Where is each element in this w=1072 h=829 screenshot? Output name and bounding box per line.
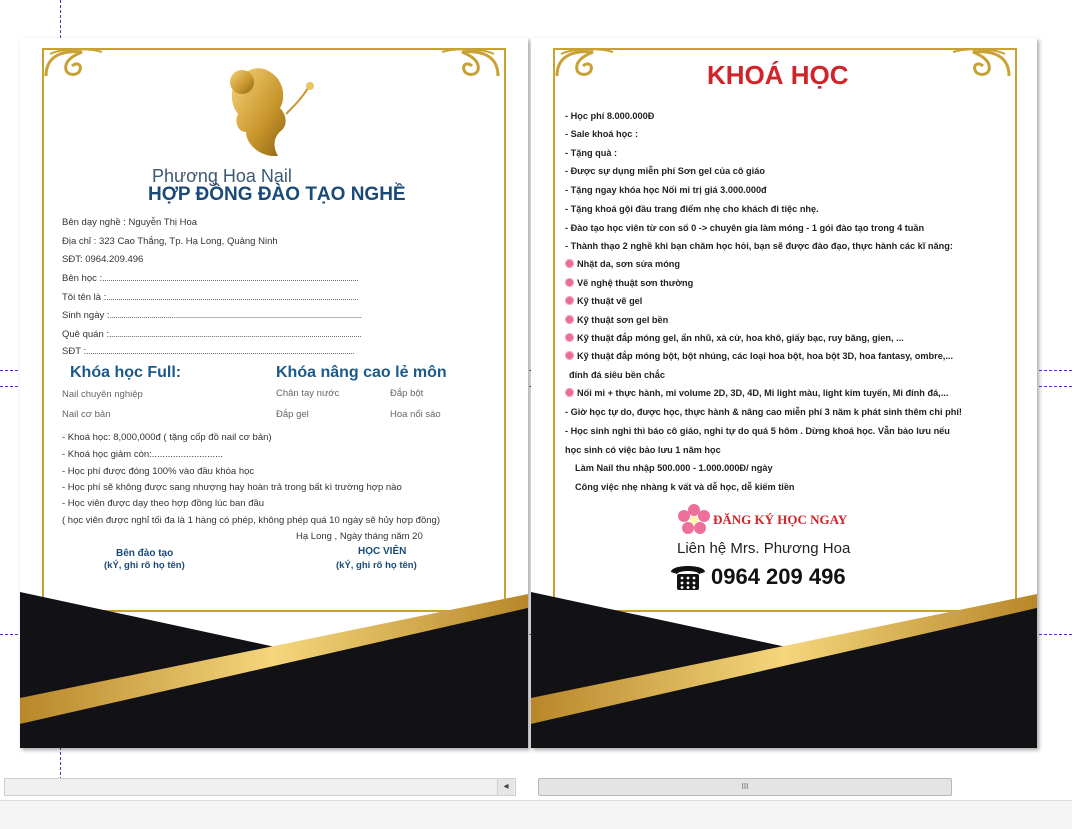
skill-item-6: Kỹ thuật đắp móng bột, bột nhúng, các loại hoa bột, hoa bột 3D, hoa fantasy, ombre,... [565,351,953,361]
term-line-3: - Học phí được đóng 100% vào đầu khóa học [62,466,255,477]
skill-item-3: Kỹ thuật vẽ gel [565,296,642,306]
sign-right-title: HỌC VIÊN [358,546,407,557]
course-advanced-heading: Khóa nâng cao lẻ môn [276,364,447,381]
term-line-4: - Học phí sẽ không được sang nhượng hay hoàn trả trong bất kì trường hợp nào [62,482,402,493]
skill-item-5: Kỹ thuật đắp móng gel, ẩn nhũ, xà cừ, hoa khô, giấy bạc, ruy băng, gien, ... [565,333,904,343]
contract-title: HỢP ĐỒNG ĐÀO TẠO NGHỀ [148,184,406,205]
field-hometown[interactable]: Quê quán :.............................................................................................................................. [62,329,362,340]
status-bar [0,800,1072,829]
flower-icon [565,388,574,397]
sign-left-title: Bên đào tạo [116,548,174,559]
field-phone[interactable]: SĐT :...................................................................................................................................... [62,346,355,357]
course-line-10: - Học sinh nghỉ thì báo cô giáo, nghỉ tự do quá 5 hôm . Dừng khoá học. Vẫn bảo lưu nếu [565,426,950,436]
ornament-corner-left-icon [553,46,617,80]
scroll-left-arrow-button[interactable]: ◂ [497,779,514,795]
course-line-12: Làm Nail thu nhập 500.000 - 1.000.000Đ/ ngày [575,463,773,473]
logo-woman-icon [216,58,328,162]
black-gold-band [20,578,528,748]
flower-icon [565,259,574,268]
skill-item-7: Nối mi + thực hành, mi volume 2D, 3D, 4D, Mi light màu, light kim tuyến, Mi đính đá,... [565,388,948,398]
sign-left-sub: (kÝ, ghi rõ họ tên) [104,560,185,571]
course-page[interactable] [531,38,1037,748]
flower-icon [565,351,574,360]
term-line-1: - Khoá học: 8,000,000đ ( tặng cốp đồ nail cơ bản) [62,432,272,443]
date-line: Hạ Long , Ngày tháng năm 20 [296,531,423,542]
ornament-corner-right-icon [438,46,502,80]
phone-number: 0964 209 496 [711,564,846,589]
brand-name: Phương Hoa Nail [152,166,292,186]
teacher-line: Bên dạy nghề : Nguyễn Thị Hoa [62,217,198,228]
field-birthday[interactable]: Sinh ngày :.............................................................................................................................. [62,310,362,321]
flower-icon [565,315,574,324]
skill-item-4: Kỹ thuật sơn gel bền [565,315,668,325]
course-line-6: - Tặng khoá gội đầu trang điểm nhẹ cho khách đi tiệc nhẹ. [565,204,819,214]
sign-right-sub: (kÝ, ghi rõ họ tên) [336,560,417,571]
field-name[interactable]: Tôi tên là :.............................................................................................................................. [62,292,359,303]
term-line-2: - Khoá học giảm còn:........................... [62,449,224,460]
course-line-2: - Sale khoá học : [565,129,639,139]
ornament-corner-left-icon [42,46,106,80]
course-line-4: - Được sự dụng miễn phí Sơn gel của cô giáo [565,166,765,176]
ornament-corner-right-icon [949,46,1013,80]
field-student[interactable]: Bên học :................................................................................................................................ [62,273,359,284]
flower-icon [565,296,574,305]
course-adv-item-2: Đắp bột [390,388,424,399]
course-line-5: - Tặng ngay khóa học Nối mi trị giá 3.000.000đ [565,185,767,195]
black-gold-band-2 [531,578,1037,748]
course-full-item-2: Nail cơ bản [62,409,111,420]
term-line-5: - Học viên được dạy theo hợp đồng lúc ban đầu [62,498,265,509]
course-line-3: - Tặng quà : [565,148,618,158]
term-line-6: ( học viên được nghỉ tối đa là 1 hàng có phép, không phép quá 10 ngày sẽ hủy hợp đồng) [62,515,440,526]
course-title: KHOÁ HỌC [707,60,849,90]
flower-icon [565,333,574,342]
course-adv-item-3: Đắp gel [276,409,309,420]
horizontal-scrollbar-thumb[interactable] [538,778,952,796]
register-button[interactable]: ĐĂNG KÝ HỌC NGAY [713,512,848,527]
phone-line: SĐT: 0964.209.496 [62,254,144,265]
course-full-heading: Khóa học Full: [70,364,182,381]
contact-line: Liên hệ Mrs. Phương Hoa [677,540,851,557]
address-line: Địa chỉ : 323 Cao Thắng, Tp. Hạ Long, Quảng Ninh [62,236,278,247]
course-line-7: - Đào tạo học viên từ con số 0 -> chuyên gia làm móng - 1 gói đào tạo trong 4 tuần [565,223,925,233]
course-line-11: học sinh có việc bảo lưu 1 năm học [565,445,721,455]
course-adv-item-1: Chân tay nước [276,388,340,399]
course-line-1: - Học phí 8.000.000Đ [565,111,655,121]
course-line-9: - Giờ học tự do, được học, thực hành & nâng cao miễn phí 3 năm k phát sinh thêm chi phí! [565,407,962,417]
skill-item-1: Nhặt da, sơn sửa móng [565,259,680,269]
course-line-13: Công việc nhẹ nhàng k vất và dễ học, dễ kiếm tiền [575,482,795,492]
flower-icon [565,278,574,287]
horizontal-scrollbar-left[interactable] [4,778,516,796]
contract-page[interactable] [20,38,528,748]
sakura-flower-icon [677,504,711,534]
course-adv-item-4: Hoa nổi sáo [390,409,441,420]
skill-item-2: Vẽ nghệ thuật sơn thường [565,278,693,288]
scroll-grip: III [741,782,749,791]
skill-item-6-cont: đính đá siêu bền chắc [569,370,665,380]
course-line-8: - Thành thạo 2 nghề khi bạn chăm học hỏi, bạn sẽ được đào đạo, thực hành các kĩ năng: [565,241,953,251]
course-full-item-1: Nail chuyên nghiệp [62,389,143,400]
